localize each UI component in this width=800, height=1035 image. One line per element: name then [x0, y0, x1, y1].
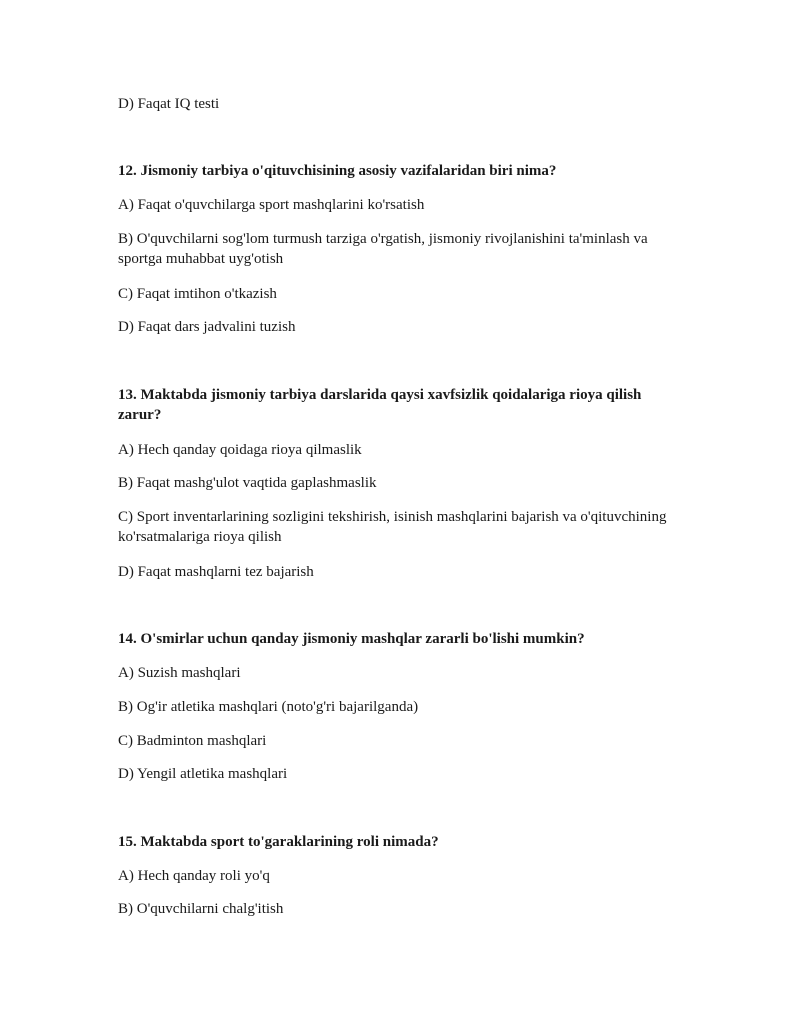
question-15-option-a: A) Hech qanday roli yo'q	[118, 868, 270, 884]
question-15-title: 15. Maktabda sport to'garaklarining roli nimada?	[118, 834, 439, 850]
question-14-option-c: C) Badminton mashqlari	[118, 733, 267, 749]
question-14-title: 14. O'smirlar uchun qanday jismoniy mashqlar zararli bo'lishi mumkin?	[118, 631, 585, 647]
question-14-option-a: A) Suzish mashqlari	[118, 665, 241, 681]
question-13-option-a: A) Hech qanday qoidaga rioya qilmaslik	[118, 442, 362, 458]
question-13-option-b: B) Faqat mashg'ulot vaqtida gaplashmaslik	[118, 475, 377, 491]
previous-option-d: D) Faqat IQ testi	[118, 96, 220, 112]
question-12-option-b: B) O'quvchilarni sog'lom turmush tarziga o'rgatish, jismoniy rivojlanishini ta'minlash va sportga muhabbat uyg'otish	[118, 231, 648, 267]
question-12-option-c: C) Faqat imtihon o'tkazish	[118, 286, 277, 302]
question-13-option-d: D) Faqat mashqlarni tez bajarish	[118, 564, 314, 580]
question-13-option-c: C) Sport inventarlarining sozligini tekshirish, isinish mashqlarini bajarish va o'qituvchining ko'rsatmalariga rioya qilish	[118, 509, 667, 545]
question-12-option-a: A) Faqat o'quvchilarga sport mashqlarini ko'rsatish	[118, 197, 425, 213]
question-14-option-b: B) Og'ir atletika mashqlari (noto'g'ri bajarilganda)	[118, 699, 419, 715]
question-13-title: 13. Maktabda jismoniy tarbiya darslarida qaysi xavfsizlik qoidalariga rioya qilish zarur?	[118, 387, 642, 423]
question-12-option-d: D) Faqat dars jadvalini tuzish	[118, 319, 296, 335]
question-15-option-b: B) O'quvchilarni chalg'itish	[118, 901, 284, 917]
question-12-title: 12. Jismoniy tarbiya o'qituvchisining asosiy vazifalaridan biri nima?	[118, 163, 557, 179]
question-14-option-d: D) Yengil atletika mashqlari	[118, 766, 288, 782]
